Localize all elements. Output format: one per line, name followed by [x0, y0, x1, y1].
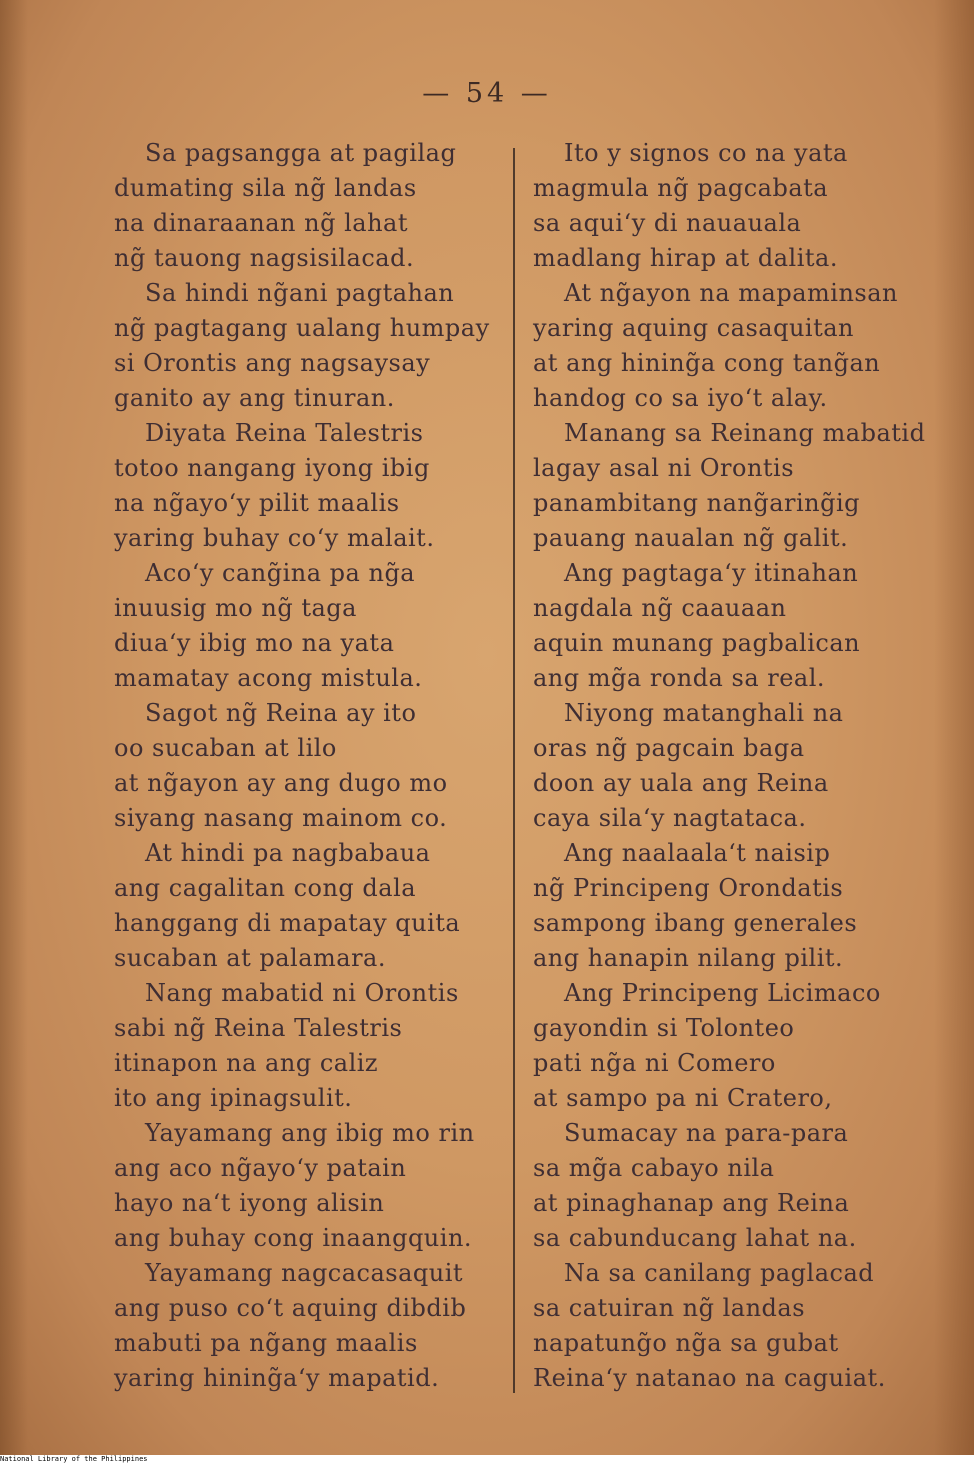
verse-line: madlang hirap at dalita.: [533, 244, 838, 272]
stanza: [114, 416, 494, 556]
verse-line: inuusig mo ng̃ taga: [114, 594, 357, 622]
verse-line: gayondin si Tolonteo: [533, 1014, 795, 1042]
verse-line: Nang mabatid ni Orontis: [145, 979, 459, 1007]
verse-line: nagdala ng̃ caauaan: [533, 594, 787, 622]
verse-line: lagay asal ni Orontis: [533, 454, 795, 482]
stanza: [114, 836, 494, 976]
stanza: [114, 276, 494, 416]
stanza: [114, 556, 494, 696]
verse-line: Manang sa Reinang mabatid: [564, 419, 926, 447]
verse-line: At hindi pa nagbabaua: [145, 839, 431, 867]
verse-line: Sa pagsangga at pagilag: [145, 139, 457, 167]
stanza: [533, 1256, 923, 1396]
verse-line: pati ng̃a ni Comero: [533, 1049, 776, 1077]
stanza: [533, 836, 923, 976]
verse-line: at sampo pa ni Cratero,: [533, 1084, 833, 1112]
verse-line: ng̃ tauong nagsisilacad.: [114, 244, 415, 272]
verse-line: at ang hining̃a cong tang̃an: [533, 349, 881, 377]
verse-line: aquin munang pagbalican: [533, 629, 861, 657]
verse-line: ng̃ pagtagang ualang humpay: [114, 314, 490, 342]
library-footer: National Library of the Philippines: [0, 1455, 974, 1463]
verse-line: totoo nangang iyong ibig: [114, 454, 430, 482]
stanza: [114, 696, 494, 836]
verse-line: Ang naalaala‘t naisip: [564, 839, 831, 867]
verse-line: Sumacay na para-para: [564, 1119, 849, 1147]
verse-line: Aco‘y cang̃ina pa ng̃a: [145, 559, 416, 587]
verse-line: sa catuiran ng̃ landas: [533, 1294, 806, 1322]
verse-line: ang puso co‘t aquing dibdib: [114, 1294, 467, 1322]
stanza: [114, 1116, 494, 1256]
stanza: [533, 976, 923, 1116]
verse-line: Yayamang ang ibig mo rin: [145, 1119, 475, 1147]
verse-line: sa cabunducang lahat na.: [533, 1224, 857, 1252]
stanza: [533, 1116, 923, 1256]
verse-line: panambitang nang̃aring̃ig: [533, 489, 861, 517]
stanza: [533, 416, 926, 556]
verse-line: ang buhay cong inaangquin.: [114, 1224, 473, 1252]
stanza: [114, 136, 494, 276]
verse-line: magmula ng̃ pagcabata: [533, 174, 829, 202]
verse-line: diua‘y ibig mo na yata: [114, 629, 395, 657]
verse-line: sucaban at palamara.: [114, 944, 386, 972]
verse-line: ang cagalitan cong dala: [114, 874, 417, 902]
verse-line: ang aco ng̃ayo‘y patain: [114, 1154, 407, 1182]
verse-line: mamatay acong mistula.: [114, 664, 423, 692]
verse-line: ganito ay ang tinuran.: [114, 384, 395, 412]
verse-line: na ng̃ayo‘y pilit maalis: [114, 489, 400, 517]
verse-line: ito ang ipinagsulit.: [114, 1084, 353, 1112]
verse-line: sampong ibang generales: [533, 909, 858, 937]
verse-line: at pinaghanap ang Reina: [533, 1189, 850, 1217]
column-divider: [513, 148, 515, 1393]
verse-line: yaring hining̃a‘y mapatid.: [114, 1364, 440, 1392]
page-shadow-left: [0, 0, 28, 1455]
page-shadow-right: [934, 0, 974, 1455]
verse-line: Niyong matanghali na: [564, 699, 844, 727]
verse-line: na dinaraanan ng̃ lahat: [114, 209, 408, 237]
verse-line: Reina‘y natanao na caguiat.: [533, 1364, 886, 1392]
verse-line: sabi ng̃ Reina Talestris: [114, 1014, 403, 1042]
verse-line: Diyata Reina Talestris: [145, 419, 424, 447]
stanza: [533, 276, 923, 416]
verse-line: pauang naualan ng̃ galit.: [533, 524, 849, 552]
verse-line: Sa hindi ng̃ani pagtahan: [145, 279, 455, 307]
verse-line: hayo na‘t iyong alisin: [114, 1189, 385, 1217]
verse-line: ng̃ Principeng Orondatis: [533, 874, 844, 902]
verse-line: sa aqui‘y di nauauala: [533, 209, 802, 237]
verse-line: oo sucaban at lilo: [114, 734, 337, 762]
verse-line: At ng̃ayon na mapaminsan: [564, 279, 899, 307]
verse-line: ang mg̃a ronda sa real.: [533, 664, 826, 692]
left-column: [114, 136, 494, 1396]
verse-line: hanggang di mapatay quita: [114, 909, 461, 937]
verse-line: dumating sila ng̃ landas: [114, 174, 417, 202]
stanza: [533, 556, 923, 696]
verse-line: yaring buhay co‘y malait.: [114, 524, 435, 552]
verse-line: itinapon na ang caliz: [114, 1049, 379, 1077]
stanza: [533, 136, 923, 276]
verse-line: caya sila‘y nagtataca.: [533, 804, 807, 832]
verse-line: Sagot ng̃ Reina ay ito: [145, 699, 417, 727]
verse-line: ang hanapin nilang pilit.: [533, 944, 844, 972]
stanza: [533, 696, 923, 836]
verse-line: napatung̃o ng̃a sa gubat: [533, 1329, 839, 1357]
verse-line: si Orontis ang nagsaysay: [114, 349, 431, 377]
verse-line: handog co sa iyo‘t alay.: [533, 384, 828, 412]
right-column: [533, 136, 926, 1396]
verse-line: Yayamang nagcacasaquit: [145, 1259, 464, 1287]
page-number: — 54 —: [422, 78, 552, 109]
verse-line: Ang pagtaga‘y itinahan: [564, 559, 859, 587]
verse-line: oras ng̃ pagcain baga: [533, 734, 805, 762]
verse-line: doon ay uala ang Reina: [533, 769, 829, 797]
verse-line: Ang Principeng Licimaco: [564, 979, 881, 1007]
verse-line: yaring aquing casaquitan: [533, 314, 854, 342]
stanza: [114, 976, 494, 1116]
verse-line: Ito y signos co na yata: [564, 139, 848, 167]
verse-line: sa mg̃a cabayo nila: [533, 1154, 775, 1182]
verse-line: Na sa canilang paglacad: [564, 1259, 875, 1287]
stanza: [114, 1256, 494, 1396]
verse-line: mabuti pa ng̃ang maalis: [114, 1329, 418, 1357]
verse-line: at ng̃ayon ay ang dugo mo: [114, 769, 448, 797]
verse-line: siyang nasang mainom co.: [114, 804, 448, 832]
